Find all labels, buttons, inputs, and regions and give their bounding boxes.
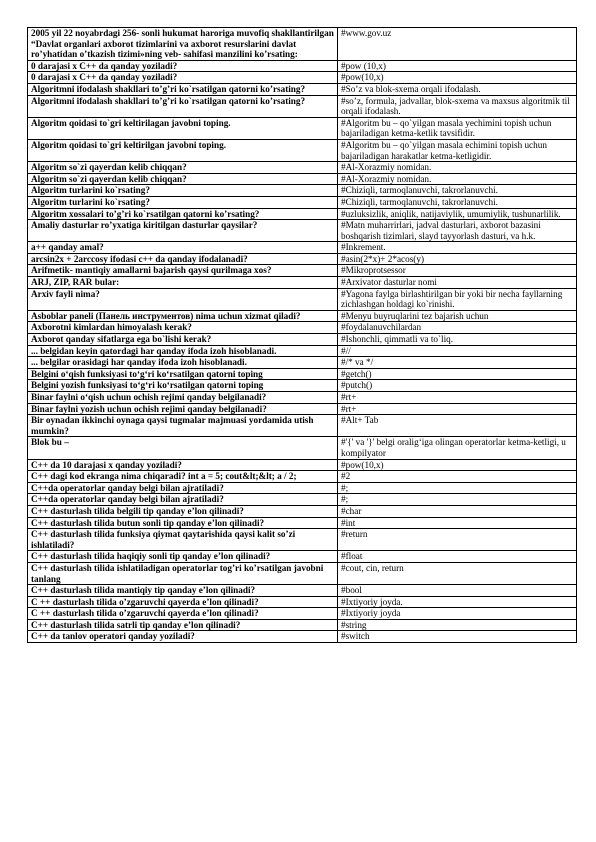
answer-cell: #char [338,505,577,517]
question-cell: Algoritm qoidasi to`gri keltirilagan javobni toping. [28,117,338,139]
answer-cell: #string [338,619,577,631]
question-cell: Algoritm xossalari to’g’ri ko`rsatilgan qatorni ko’rsating? [28,208,338,220]
qa-table [27,27,577,643]
question-cell: C++ dasturlash tilida belgili tip qanday e’lon qilinadi? [28,505,338,517]
table-row [28,345,577,357]
question-cell: Arxiv fayli nima? [28,288,338,310]
answer-cell: #pow (10,x) [338,60,577,72]
question-cell: Belgini o‘qish funksiyasi to‘g‘ri ko‘rsatilgan qatorni toping [28,368,338,380]
question-cell: C++ dasturlash tilida butun sonli tip qanday e’lon qilinadi? [28,517,338,529]
table-row [28,322,577,334]
table-row [28,185,577,197]
answer-cell: #foydalanuvchilardan [338,322,577,334]
question-cell: Asboblar paneli (Панель инструментов) nima uchun xizmat qiladi? [28,310,338,322]
answer-cell: #'{' va '}' belgi oralig‘iga olingan operatorlar ketma-ketligi, u kompilyator [338,437,577,459]
table-row [28,117,577,139]
table-row [28,380,577,392]
answer-cell: #Matn muharrirlari, jadval dasturlari, axborot bazasini boshqarish tizimlari, slayd tayyorlash dasturi, va h.k. [338,220,577,242]
question-cell: Bir oynadan ikkinchi oynaga qaysi tugmalar majmuasi yordamida utish mumkin? [28,415,338,437]
answer-cell: #So’z va blok-sxema orqali ifodalash. [338,83,577,95]
answer-cell: #so’z, formula, jadvallar, blok-sxema va maxsus algoritmik til orqali ifodalash. [338,95,577,117]
table-row [28,619,577,631]
table-row [28,562,577,584]
answer-cell: #Al-Xorazmiy nomidan. [338,173,577,185]
answer-cell: #rt+ [338,392,577,404]
answer-cell: #asin(2*x)+ 2*acos(y) [338,253,577,265]
answer-cell: #Ixtiyoriy joyda [338,608,577,620]
question-cell: C++ dasturlash tilida funksiya qiymat qaytarishida qaysi kalit so’zi ishlatiladi? [28,529,338,551]
answer-cell: #Al-Xorazmiy nomidan. [338,162,577,174]
answer-cell: #return [338,529,577,551]
table-row [28,357,577,369]
question-cell: C++ dasturlash tilida ishlatiladigan operatorlar tog’ri ko’rsatilgan javobni tanlang [28,562,338,584]
question-cell: C ++ dasturlash tilida o’zgaruvchi qayerda e’lon qilinadi? [28,608,338,620]
table-row [28,608,577,620]
question-cell: Algoritm turlarini ko`rsating? [28,185,338,197]
table-row [28,494,577,506]
question-cell: ARJ, ZIP, RAR bular: [28,277,338,289]
table-row [28,72,577,84]
answer-cell: #Algoritm bu – qo`yilgan masala yechimini topish uchun bajariladigan ketma-ketlik tavsifidir. [338,117,577,139]
table-row [28,459,577,471]
question-cell: C++ da 10 darajasi x qanday yoziladi? [28,459,338,471]
answer-cell: #// [338,345,577,357]
answer-cell: #Alt+ Tab [338,415,577,437]
question-cell: C++ dasturlash tilida satrli tip qanday e’lon qilinadi? [28,619,338,631]
question-cell: C++ dasturlash tilida mantiqiy tip qanday e’lon qilinadi? [28,585,338,597]
question-cell: 0 darajasi x C++ da qanday yoziladi? [28,72,338,84]
answer-cell: #Menyu buyruqlarini tez bajarish uchun [338,310,577,322]
question-cell: Algoritm so`zi qayerdan kelib chiqqan? [28,162,338,174]
question-cell: C ++ dasturlash tilida o’zgaruvchi qayerda e’lon qilinadi? [28,596,338,608]
table-row [28,139,577,161]
table-row [28,551,577,563]
question-cell: arcsin2x + 2arccosy ifodasi c++ da qanday ifodalanadi? [28,253,338,265]
table-row [28,265,577,277]
question-cell: 0 darajasi x C++ da qanday yoziladi? [28,60,338,72]
table-row [28,392,577,404]
question-cell: Algoritm qoidasi to`gri keltirilgan javobni toping. [28,139,338,161]
question-cell: C++ da tanlov operatori qanday yoziladi? [28,631,338,643]
question-cell: Belgini yozish funksiyasi to‘g‘ri ko‘rsatilgan qatorni toping [28,380,338,392]
answer-cell: #2 [338,471,577,483]
question-cell: Algoritm so`zi qayerdan kelib chiqqan? [28,173,338,185]
table-row [28,403,577,415]
question-cell: C++da operatorlar qanday belgi bilan ajratiladi? [28,494,338,506]
answer-cell: #; [338,494,577,506]
document-page [27,27,576,643]
question-cell: Algoritmni ifodalash shakllari to’g’ri ko`rsatilgan qatorni ko’rsating? [28,95,338,117]
question-cell: ... belgilar orasidagi har qanday ifoda izoh hisoblanadi. [28,357,338,369]
answer-cell: #/* va */ [338,357,577,369]
question-cell: a++ qanday amal? [28,242,338,254]
table-row [28,220,577,242]
table-row [28,585,577,597]
question-cell: Axborot qanday sifatlarga ega bo`lishi kerak? [28,334,338,346]
table-row [28,310,577,322]
answer-cell: #float [338,551,577,563]
answer-cell: #putch() [338,380,577,392]
table-row [28,334,577,346]
table-row [28,277,577,289]
table-row [28,162,577,174]
answer-cell: #Mikroprotsessor [338,265,577,277]
answer-cell: #pow(10,x) [338,459,577,471]
answer-cell: #www.gov.uz [338,28,577,61]
question-cell: Amaliy dasturlar ro’yxatiga kiritilgan dasturlar qaysilar? [28,220,338,242]
answer-cell: #Ishonchli, qimmatli va to`liq. [338,334,577,346]
answer-cell: #Algoritm bu – qo`yilgan masala echimini topish uchun bajariladigan harakatlar ketma-ketligidir. [338,139,577,161]
table-row [28,505,577,517]
table-row [28,60,577,72]
question-cell: C++ dasturlash tilida haqiqiy sonli tip qanday e’lon qilinadi? [28,551,338,563]
question-cell: Algoritm turlarini ko`rsating? [28,196,338,208]
question-cell: Algoritmni ifodalash shakllari to’g’ri ko`rsatilgan qatorni ko’rsating? [28,83,338,95]
table-row [28,471,577,483]
answer-cell: #Chiziqli, tarmoqlanuvchi, takrorlanuvchi. [338,185,577,197]
question-cell: Binar faylni o‘qish uchun ochish rejimi qanday belgilanadi? [28,392,338,404]
question-cell: Axborotni kimlardan himoyalash kerak? [28,322,338,334]
table-row [28,173,577,185]
question-cell: Arifmetik- mantiqiy amallarni bajarish qaysi qurilmaga xos? [28,265,338,277]
answer-cell: #Ixtiyoriy joyda. [338,596,577,608]
answer-cell: #getch() [338,368,577,380]
table-row [28,242,577,254]
table-row [28,529,577,551]
table-row [28,482,577,494]
answer-cell: #rt+ [338,403,577,415]
answer-cell: #pow(10,x) [338,72,577,84]
answer-cell: #bool [338,585,577,597]
answer-cell: #Inkrement. [338,242,577,254]
answer-cell: #uzluksizlik, aniqlik, natijaviylik, umumiylik, tushunarlilik. [338,208,577,220]
answer-cell: #Chiziqli, tarmoqlanuvchi, takrorlanuvchi. [338,196,577,208]
question-cell: C++ dagi kod ekranga nima chiqaradi? int a = 5; cout&lt;&lt; a / 2; [28,471,338,483]
answer-cell: #int [338,517,577,529]
table-row [28,208,577,220]
question-cell: ... belgidan keyin qatordagi har qanday ifoda izoh hisoblanadi. [28,345,338,357]
answer-cell: #Arxivator dasturlar nomi [338,277,577,289]
answer-cell: #switch [338,631,577,643]
answer-cell: #Yagona faylga birlashtirilgan bir yoki bir necha fayllarning zichlashgan holdagi ko`rinishi. [338,288,577,310]
table-row [28,368,577,380]
table-row [28,83,577,95]
answer-cell: #cout, cin, return [338,562,577,584]
table-row [28,253,577,265]
table-row [28,596,577,608]
table-row [28,95,577,117]
table-row [28,517,577,529]
table-row [28,437,577,459]
question-cell: C++da operatorlar qanday belgi bilan ajratiladi? [28,482,338,494]
question-cell: Binar faylni yozish uchun ochish rejimi qanday belgilanadi? [28,403,338,415]
qa-table-body [28,28,577,643]
table-row [28,196,577,208]
table-row [28,631,577,643]
question-cell: 2005 yil 22 noyabrdagi 256- sonli hukumat haroriga muvofiq shakllantirilgan “Davlat organlari axborot tizimlarini va axborot resurslarini davlat ro’yhatidan o’tkazish tizimi»ning veb- sahifasi manzilini ko’rsating: [28,28,338,61]
table-row [28,288,577,310]
table-row [28,28,577,61]
question-cell: Blok bu – [28,437,338,459]
answer-cell: #; [338,482,577,494]
table-row [28,415,577,437]
